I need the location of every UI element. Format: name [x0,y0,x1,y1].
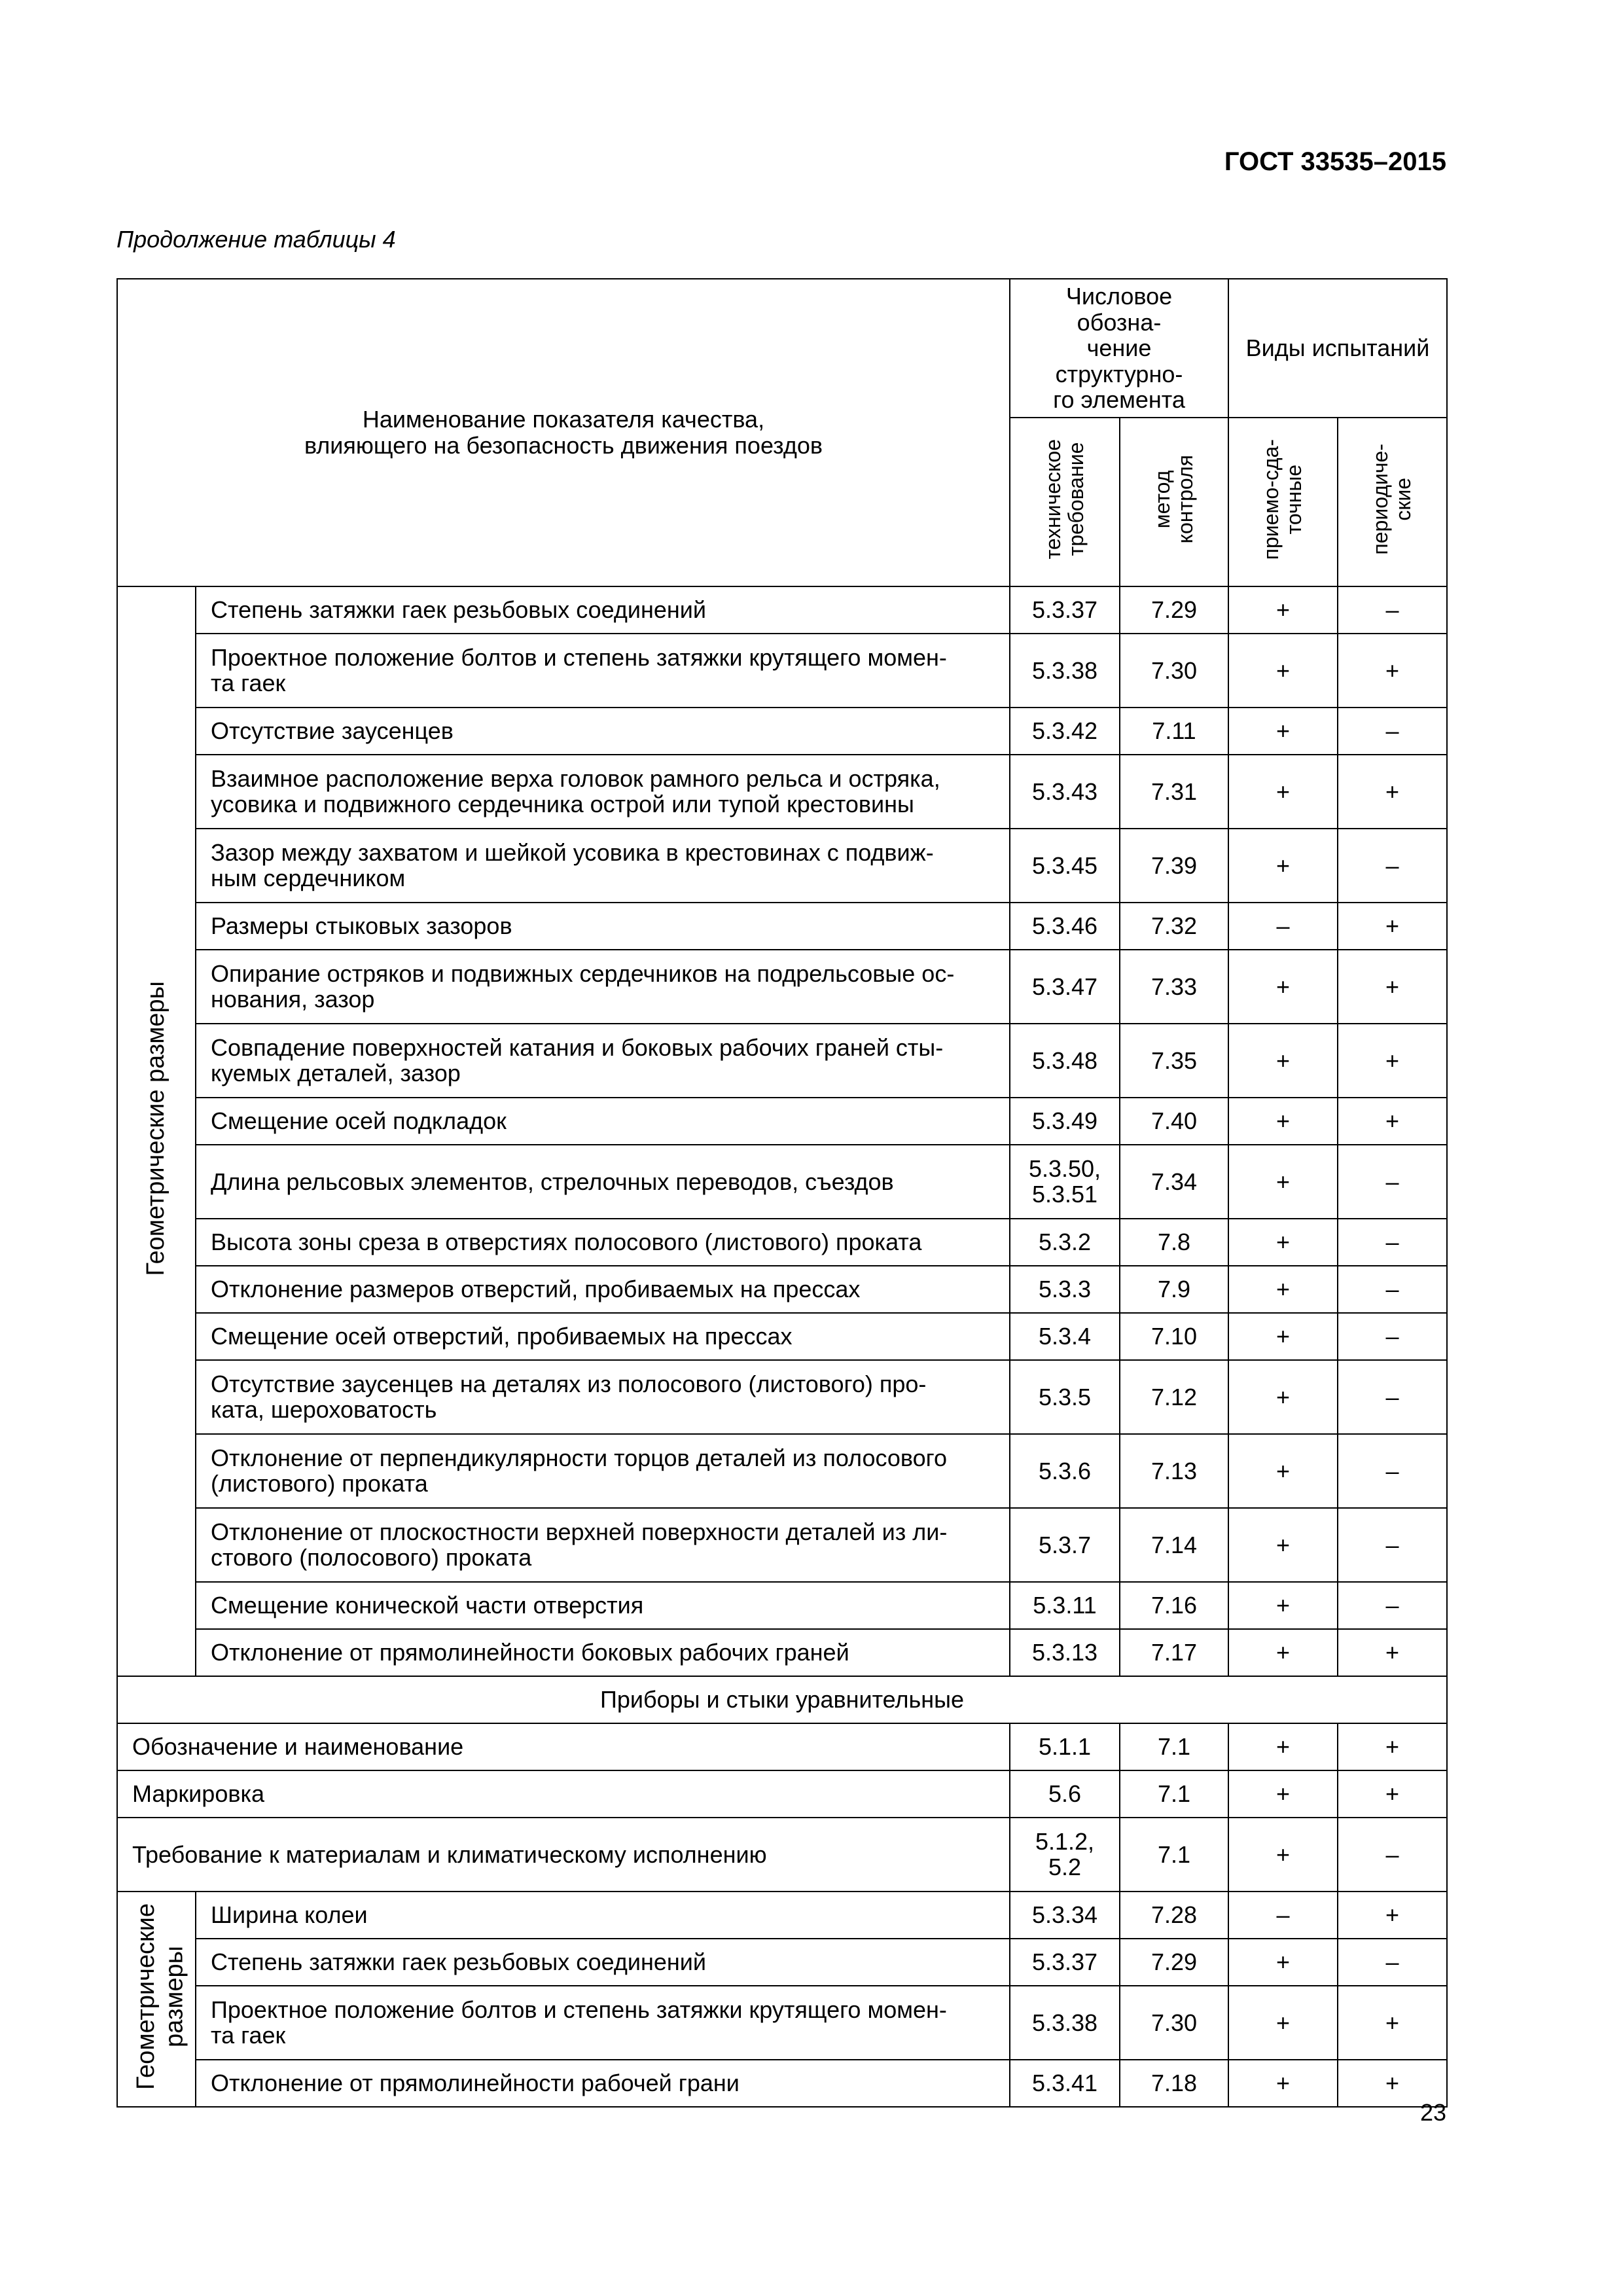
acceptance-mark: + [1228,1939,1338,1986]
tech-requirement: 5.3.2 [1010,1219,1120,1266]
table-row [117,1313,1447,1360]
tech-requirement: 5.3.42 [1010,708,1120,755]
acceptance-mark: – [1228,1892,1338,1939]
periodic-mark: + [1338,1024,1447,1098]
control-method: 7.16 [1120,1582,1228,1629]
table-caption: Продолжение таблицы 4 [116,226,396,253]
control-method: 7.1 [1120,1723,1228,1770]
tech-requirement: 5.3.41 [1010,2060,1120,2107]
group-geometric-sizes-label: Геометрические размеры [142,981,170,1276]
acceptance-mark: + [1228,1986,1338,2060]
control-method: 7.9 [1120,1266,1228,1313]
table-row [117,1219,1447,1266]
periodic-mark: – [1338,1818,1447,1892]
table-row [117,755,1447,829]
acceptance-mark: + [1228,1434,1338,1508]
acceptance-mark: + [1228,1629,1338,1676]
indicator-name: Степень затяжки гаек резьбовых соединений [196,1939,1010,1986]
tech-requirement: 5.3.37 [1010,1939,1120,1986]
control-method: 7.13 [1120,1434,1228,1508]
acceptance-mark: + [1228,634,1338,708]
periodic-mark: + [1338,755,1447,829]
indicator-name: Степень затяжки гаек резьбовых соединений [196,586,1010,634]
tech-requirement: 5.3.50, 5.3.51 [1010,1145,1120,1219]
acceptance-mark: + [1228,708,1338,755]
table-row [117,1582,1447,1629]
table-row [117,829,1447,903]
tech-requirement: 5.3.13 [1010,1629,1120,1676]
periodic-mark: – [1338,708,1447,755]
tech-requirement: 5.3.49 [1010,1098,1120,1145]
periodic-mark: + [1338,1098,1447,1145]
header-acceptance: приемо-сда- точные [1228,418,1338,586]
tech-requirement: 5.1.2, 5.2 [1010,1818,1120,1892]
tech-requirement: 5.3.47 [1010,950,1120,1024]
group-geometric-sizes [117,586,196,1676]
table-row [117,1145,1447,1219]
indicator-name: Проектное положение болтов и степень затяжки крутящего момен- та гаек [196,1986,1010,2060]
tech-requirement: 5.3.3 [1010,1266,1120,1313]
tech-requirement: 5.3.6 [1010,1434,1120,1508]
control-method: 7.1 [1120,1770,1228,1818]
header-tech-req: техническое требование [1010,418,1120,586]
periodic-mark: – [1338,1508,1447,1582]
tech-requirement: 5.3.4 [1010,1313,1120,1360]
control-method: 7.29 [1120,586,1228,634]
tech-requirement: 5.3.43 [1010,755,1120,829]
group-geometric-sizes-2 [117,1892,196,2107]
table-row [117,1818,1447,1892]
periodic-mark: + [1338,2060,1447,2107]
table-row [117,634,1447,708]
tech-requirement: 5.6 [1010,1770,1120,1818]
control-method: 7.12 [1120,1360,1228,1434]
indicator-name: Отклонение от плоскостности верхней поверхности деталей из ли- стового (полосового) проката [196,1508,1010,1582]
periodic-mark: + [1338,1986,1447,2060]
table-row [117,586,1447,634]
acceptance-mark: + [1228,1360,1338,1434]
table-row [117,1360,1447,1434]
control-method: 7.11 [1120,708,1228,755]
control-method: 7.14 [1120,1508,1228,1582]
indicator-name: Отклонение от перпендикулярности торцов деталей из полосового (листового) проката [196,1434,1010,1508]
indicator-name: Проектное положение болтов и степень затяжки крутящего момен- та гаек [196,634,1010,708]
periodic-mark: + [1338,634,1447,708]
document-code: ГОСТ 33535–2015 [1224,147,1446,176]
table-row [117,1266,1447,1313]
periodic-mark: – [1338,1313,1447,1360]
header-method: метод контроля [1120,418,1228,586]
table-row [117,950,1447,1024]
acceptance-mark: – [1228,903,1338,950]
indicator-name: Отклонение от прямолинейности боковых рабочих граней [196,1629,1010,1676]
page-number: 23 [1419,2099,1446,2126]
indicator-name: Длина рельсовых элементов, стрелочных переводов, съездов [196,1145,1010,1219]
indicator-name: Отклонение от прямолинейности рабочей грани [196,2060,1010,2107]
table-row [117,708,1447,755]
control-method: 7.28 [1120,1892,1228,1939]
table-row [117,1098,1447,1145]
control-method: 7.30 [1120,634,1228,708]
periodic-mark: + [1338,1892,1447,1939]
periodic-mark: – [1338,1219,1447,1266]
control-method: 7.18 [1120,2060,1228,2107]
periodic-mark: – [1338,1939,1447,1986]
periodic-mark: – [1338,1434,1447,1508]
tech-requirement: 5.3.11 [1010,1582,1120,1629]
indicator-name: Опирание остряков и подвижных сердечников на подрельсовые ос- нования, зазор [196,950,1010,1024]
acceptance-mark: + [1228,586,1338,634]
tech-requirement: 5.3.48 [1010,1024,1120,1098]
acceptance-mark: + [1228,1024,1338,1098]
tech-requirement: 5.3.37 [1010,586,1120,634]
table-row [117,1629,1447,1676]
control-method: 7.29 [1120,1939,1228,1986]
indicator-name: Взаимное расположение верха головок рамного рельса и остряка, усовика и подвижного сердечника острой или тупой крестовины [196,755,1010,829]
tech-requirement: 5.3.5 [1010,1360,1120,1434]
tech-requirement: 5.3.46 [1010,903,1120,950]
header-num-designation: Числовое обозна- чение структурно- го элемента [1010,279,1228,418]
table-row [117,2060,1447,2107]
section-title: Приборы и стыки уравнительные [117,1676,1447,1723]
quality-table [116,278,1448,2108]
control-method: 7.33 [1120,950,1228,1024]
periodic-mark: – [1338,1582,1447,1629]
acceptance-mark: + [1228,1508,1338,1582]
periodic-mark: – [1338,1360,1447,1434]
table-row [117,1770,1447,1818]
indicator-name: Смещение осей подкладок [196,1098,1010,1145]
table-row [117,1892,1447,1939]
indicator-name: Ширина колеи [196,1892,1010,1939]
acceptance-mark: + [1228,1723,1338,1770]
tech-requirement: 5.1.1 [1010,1723,1120,1770]
table-row [117,1508,1447,1582]
indicator-name: Обозначение и наименование [117,1723,1010,1770]
tech-requirement: 5.3.34 [1010,1892,1120,1939]
acceptance-mark: + [1228,755,1338,829]
control-method: 7.10 [1120,1313,1228,1360]
control-method: 7.1 [1120,1818,1228,1892]
indicator-name: Отсутствие заусенцев на деталях из полосового (листового) про- ката, шероховатость [196,1360,1010,1434]
indicator-name: Отсутствие заусенцев [196,708,1010,755]
indicator-name: Маркировка [117,1770,1010,1818]
periodic-mark: – [1338,1145,1447,1219]
tech-requirement: 5.3.38 [1010,634,1120,708]
tech-requirement: 5.3.45 [1010,829,1120,903]
acceptance-mark: + [1228,1145,1338,1219]
periodic-mark: + [1338,1770,1447,1818]
section-row [117,1676,1447,1723]
periodic-mark: – [1338,1266,1447,1313]
indicator-name: Размеры стыковых зазоров [196,903,1010,950]
indicator-name: Смещение осей отверстий, пробиваемых на прессах [196,1313,1010,1360]
control-method: 7.31 [1120,755,1228,829]
table-row [117,1434,1447,1508]
indicator-name: Отклонение размеров отверстий, пробиваемых на прессах [196,1266,1010,1313]
acceptance-mark: + [1228,829,1338,903]
periodic-mark: – [1338,829,1447,903]
indicator-name: Высота зоны среза в отверстиях полосового (листового) проката [196,1219,1010,1266]
table-row [117,903,1447,950]
control-method: 7.39 [1120,829,1228,903]
control-method: 7.8 [1120,1219,1228,1266]
control-method: 7.35 [1120,1024,1228,1098]
acceptance-mark: + [1228,950,1338,1024]
control-method: 7.30 [1120,1986,1228,2060]
periodic-mark: + [1338,1723,1447,1770]
control-method: 7.17 [1120,1629,1228,1676]
control-method: 7.34 [1120,1145,1228,1219]
indicator-name: Совпадение поверхностей катания и боковых рабочих граней сты- куемых деталей, зазор [196,1024,1010,1098]
control-method: 7.32 [1120,903,1228,950]
table-row [117,1986,1447,2060]
table-row [117,1939,1447,1986]
acceptance-mark: + [1228,2060,1338,2107]
acceptance-mark: + [1228,1818,1338,1892]
acceptance-mark: + [1228,1770,1338,1818]
acceptance-mark: + [1228,1266,1338,1313]
acceptance-mark: + [1228,1219,1338,1266]
acceptance-mark: + [1228,1098,1338,1145]
periodic-mark: + [1338,903,1447,950]
periodic-mark: – [1338,586,1447,634]
table-row [117,1723,1447,1770]
header-periodic: периодиче- ские [1338,418,1447,586]
control-method: 7.40 [1120,1098,1228,1145]
acceptance-mark: + [1228,1313,1338,1360]
tech-requirement: 5.3.38 [1010,1986,1120,2060]
indicator-name: Требование к материалам и климатическому исполнению [117,1818,1010,1892]
group-geometric-sizes-2-label: Геометрические размеры [132,1903,188,2090]
indicator-name: Смещение конической части отверстия [196,1582,1010,1629]
header-test-types: Виды испытаний [1228,279,1447,418]
acceptance-mark: + [1228,1582,1338,1629]
periodic-mark: + [1338,1629,1447,1676]
table-row [117,1024,1447,1098]
indicator-name: Зазор между захватом и шейкой усовика в крестовинах с подвиж- ным сердечником [196,829,1010,903]
tech-requirement: 5.3.7 [1010,1508,1120,1582]
header-name: Наименование показателя качества, влияющего на безопасность движения поездов [117,279,1010,586]
periodic-mark: + [1338,950,1447,1024]
